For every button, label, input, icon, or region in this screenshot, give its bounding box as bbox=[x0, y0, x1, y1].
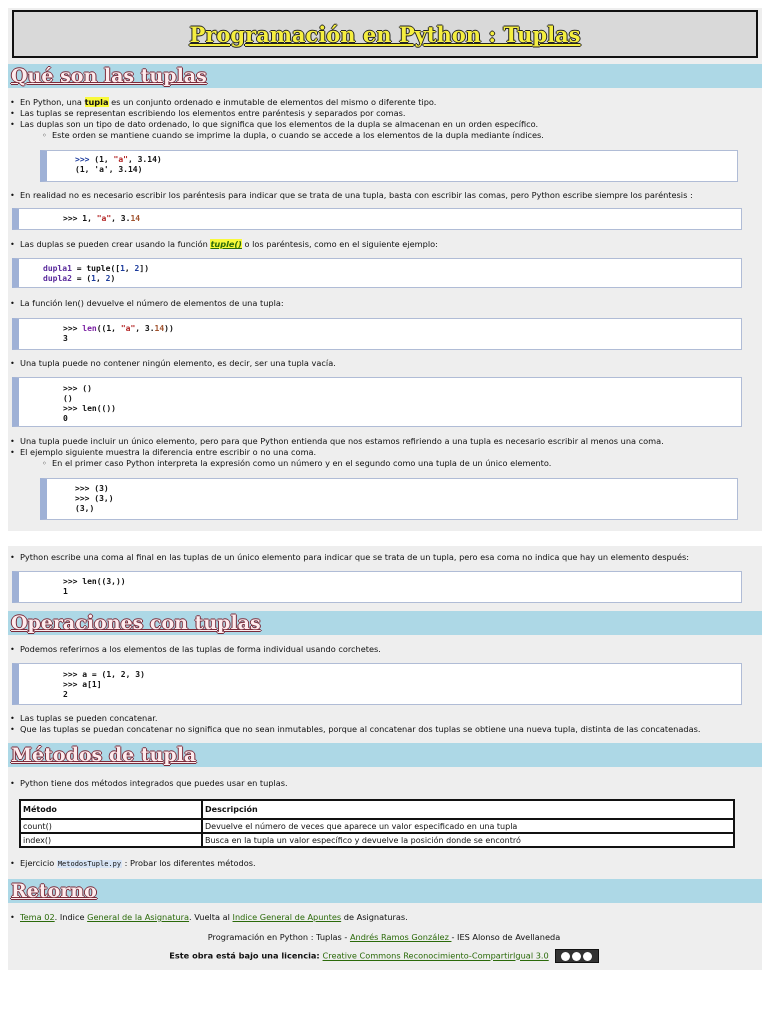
license-link[interactable]: Creative Commons Reconocimiento-CompartirIgual 3.0 bbox=[322, 950, 549, 961]
code-block-1 bbox=[40, 150, 738, 182]
code: , 3.14) bbox=[127, 155, 162, 164]
page-title: Programación en Python : Tuplas bbox=[189, 21, 581, 47]
highlight-tupla: tupla bbox=[84, 97, 109, 107]
bullet-len: • La función len() devuelve el número de elementos de una tupla: bbox=[20, 298, 284, 309]
bullet-ordenado: • Las duplas son un tipo de dato ordenado, lo que significa que los elementos de la dupla se almacenan en un orden específico. bbox=[20, 119, 538, 130]
table-cell: index() bbox=[20, 833, 202, 847]
section-header-metodos bbox=[8, 743, 762, 767]
table-header-descripcion: Descripción bbox=[202, 800, 734, 819]
subbullet-orden: ◦ Este orden se mantiene cuando se imprime la dupla, o cuando se accede a los elementos de la dupla mediante índices. bbox=[52, 130, 544, 141]
prompt: >>> bbox=[75, 155, 95, 164]
code: )) bbox=[164, 324, 174, 333]
code: 1 bbox=[120, 264, 125, 273]
section-title-que-son: Qué son las tuplas bbox=[11, 65, 207, 87]
code-block-8 bbox=[12, 663, 742, 705]
bullet-metodos: • Python tiene dos métodos integrados que puedes usar en tuplas. bbox=[20, 778, 288, 789]
section-title-operaciones: Operaciones con tuplas bbox=[11, 612, 261, 634]
text: de Asignaturas. bbox=[341, 912, 408, 922]
table-header-metodo: Método bbox=[20, 800, 202, 819]
text: - IES Alonso de Avellaneda bbox=[451, 932, 561, 942]
section-title-retorno: Retorno bbox=[11, 880, 97, 902]
text: : Probar los diferentes métodos. bbox=[122, 858, 256, 868]
table-cell: Devuelve el número de veces que aparece un valor especificado en una tupla bbox=[202, 819, 734, 833]
code: 3 bbox=[63, 334, 68, 343]
code: , 3. bbox=[111, 214, 131, 223]
code: dupla1 bbox=[43, 264, 72, 273]
bullet-unico: • Una tupla puede incluir un único elemento, pero para que Python entienda que nos estamos refiriendo a una tupla es necesario escribir al menos una coma. bbox=[20, 436, 664, 447]
code: >>> () () >>> len(()) 0 bbox=[63, 384, 116, 423]
code: len bbox=[82, 324, 97, 333]
bullet-vacia: • Una tupla puede no contener ningún elemento, es decir, ser una tupla vacía. bbox=[20, 358, 336, 369]
bullet-ejemplo: • El ejemplo siguiente muestra la diferencia entre escribir o no una coma. bbox=[20, 447, 316, 458]
indice-apuntes-link[interactable]: Indice General de Apuntes bbox=[232, 912, 342, 922]
author-link[interactable]: Andrés Ramos González bbox=[349, 932, 452, 942]
code-block-2 bbox=[12, 208, 742, 230]
tema-link[interactable]: Tema 02 bbox=[20, 912, 55, 922]
code: "a" bbox=[120, 324, 136, 333]
code: dupla2 bbox=[43, 274, 72, 283]
code: ]) bbox=[139, 264, 150, 273]
code-block-3 bbox=[12, 258, 742, 288]
bullet-ejercicio bbox=[20, 858, 256, 870]
code: , bbox=[124, 264, 135, 273]
ejercicio-link[interactable]: MetodosTuple.py bbox=[57, 860, 122, 868]
table-cell: count() bbox=[20, 819, 202, 833]
code-block-5 bbox=[12, 377, 742, 427]
text: . Vuelta al bbox=[189, 912, 233, 922]
bullet-concatenar: • Las tuplas se pueden concatenar. bbox=[20, 713, 157, 724]
bullet-parentesis: • En realidad no es necesario escribir los paréntesis para indicar que se trata de una tupla, basta con escribir las comas, pero Python escribe siempre los paréntesis : bbox=[20, 190, 693, 201]
license-label: Este obra está bajo una licencia: bbox=[169, 950, 323, 961]
page-banner bbox=[12, 10, 758, 58]
code-block-7 bbox=[12, 571, 742, 603]
section-header-operaciones bbox=[8, 611, 762, 635]
bullet-tuple-func bbox=[20, 239, 438, 250]
code: >>> a = (1, 2, 3) >>> a[1] 2 bbox=[63, 670, 145, 699]
tuple-link[interactable]: tuple() bbox=[210, 239, 242, 249]
code: (1, bbox=[94, 155, 114, 164]
code: >>> (3) >>> (3,) (3,) bbox=[75, 484, 114, 513]
footer-license bbox=[0, 949, 768, 963]
text: Ejercicio bbox=[20, 858, 57, 868]
code: ) bbox=[110, 274, 116, 283]
bullet-coma-final: • Python escribe una coma al final en las tuplas de un único elemento para indicar que se trata de un tupla, pero esa coma no indica que hay un elemento después: bbox=[20, 552, 689, 563]
code: "a" bbox=[113, 155, 128, 164]
section-header-retorno bbox=[8, 879, 762, 903]
table-row bbox=[20, 819, 734, 833]
indice-general-link[interactable]: General de la Asignatura bbox=[87, 912, 190, 922]
code: = tuple([ bbox=[71, 264, 121, 273]
section-header-que-son bbox=[8, 64, 762, 88]
table-row bbox=[20, 833, 734, 847]
bullet-representacion: • Las tuplas se representan escribiendo los elementos entre paréntesis y separados por comas. bbox=[20, 108, 406, 119]
code: , bbox=[96, 274, 106, 283]
bullet-retorno bbox=[20, 912, 408, 923]
subbullet-interpreta: ◦ En el primer caso Python interpreta la expresión como un número y en el segundo como una tupla de un único elemento. bbox=[52, 458, 551, 469]
code: 14 bbox=[130, 214, 141, 223]
bullet-definicion bbox=[20, 97, 436, 108]
code-block-6 bbox=[40, 478, 738, 520]
text: Las duplas se pueden crear usando la función bbox=[20, 239, 211, 249]
code: = ( bbox=[71, 274, 92, 283]
text: o los paréntesis, como en el siguiente ejemplo: bbox=[241, 239, 438, 249]
text: En Python, una bbox=[20, 97, 85, 107]
code: >>> len((3,)) 1 bbox=[63, 577, 126, 596]
code: 14 bbox=[154, 324, 165, 333]
code: , 3. bbox=[135, 324, 155, 333]
code: ((1, bbox=[96, 324, 121, 333]
code: 1 bbox=[91, 274, 96, 283]
code: (1, 'a', 3.14) bbox=[75, 165, 143, 174]
code: 2 bbox=[105, 274, 111, 283]
section-title-metodos: Métodos de tupla bbox=[11, 744, 197, 766]
text: es un conjunto ordenado e inmutable de elementos del mismo o diferente tipo. bbox=[108, 97, 437, 107]
code: >>> bbox=[63, 324, 83, 333]
text: Programación en Python : Tuplas - bbox=[207, 932, 350, 942]
table-header-row bbox=[20, 800, 734, 819]
cc-license-badge-icon[interactable] bbox=[555, 949, 599, 963]
bullet-inmutables: • Que las tuplas se puedan concatenar no significa que no sean inmutables, porque al concatenar dos tuplas se obtiene una nueva tupla, distinta de las concatenadas. bbox=[20, 724, 700, 735]
code: >>> 1, bbox=[63, 214, 97, 223]
code: 2 bbox=[134, 264, 140, 273]
footer-credits bbox=[0, 932, 768, 943]
table-cell: Busca en la tupla un valor específico y devuelve la posición donde se encontró bbox=[202, 833, 734, 847]
code: "a" bbox=[96, 214, 112, 223]
bullet-corchetes: • Podemos referirnos a los elementos de las tuplas de forma individual usando corchetes. bbox=[20, 644, 381, 655]
text: . Indice bbox=[54, 912, 88, 922]
code-block-4 bbox=[12, 318, 742, 350]
methods-table bbox=[19, 799, 735, 848]
